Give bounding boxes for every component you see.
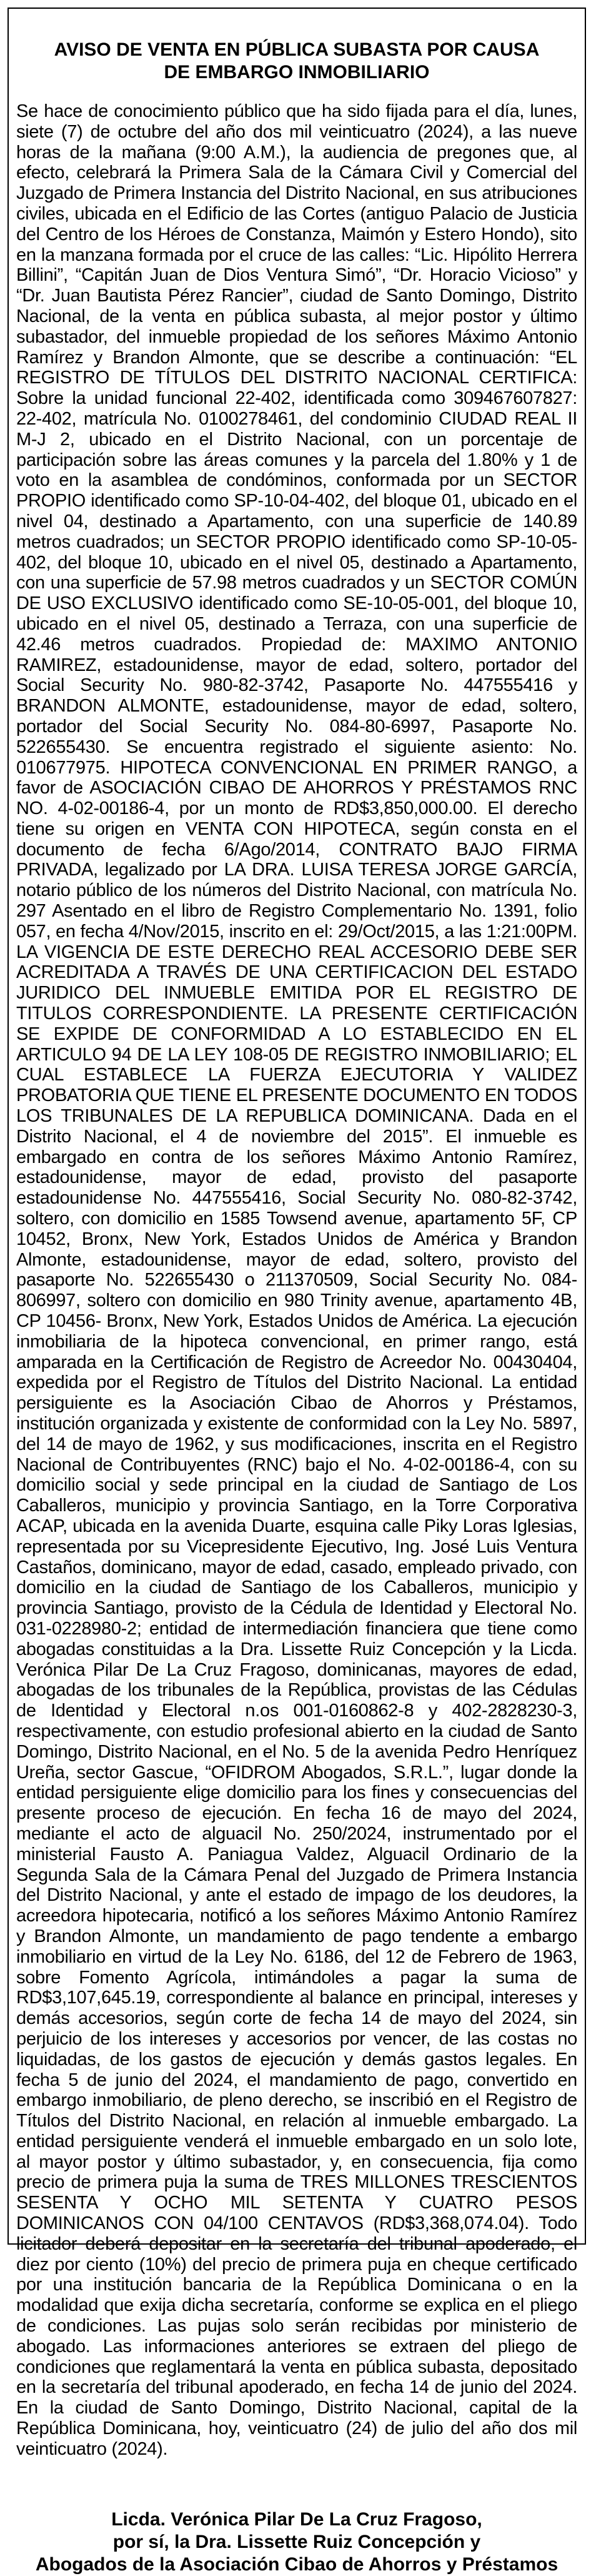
notice-body — [16, 101, 577, 2460]
notice-title-line-1: AVISO DE VENTA EN PÚBLICA SUBASTA POR CAUSA — [54, 39, 540, 60]
notice-title — [16, 39, 577, 84]
signature-line-2: por sí, la Dra. Lissette Ruiz Concepción y — [112, 2531, 481, 2552]
notice-title-line-2: DE EMBARGO INMOBILIARIO — [164, 62, 430, 83]
signature-line-3: Abogados de la Asociación Cibao de Ahorros y Préstamos — [35, 2553, 559, 2575]
notice-signature — [16, 2508, 577, 2576]
signature-line-1: Licda. Verónica Pilar De La Cruz Fragoso, — [111, 2508, 482, 2530]
notice-content — [16, 9, 577, 2576]
notice-body-paragraph: Se hace de conocimiento público que ha sido fijada para el día, lunes, siete (7) de octubre del año dos mil veinticuatro (2024), a las nueve horas de la mañana (9:00 A.M.), la audiencia de pregones que, al efecto, celebrará la Primera Sala de la Cámara Civil y Comercial del Juzgado de Primera Instancia del Distrito Nacional, en sus atribuciones civiles, ubicada en el Edificio de las Cortes (antiguo Palacio de Justicia del Centro de los Héroes de Constanza, Maimón y Estero Hondo), sito en la manzana formada por el cruce de las calles: “Lic. Hipólito Herrera Billini”, “Capitán Juan de Dios Ventura Simó”, “Dr. Horacio Vicioso” y “Dr. Juan Bautista Pérez Rancier”, ciudad de Santo Domingo, Distrito Nacional, de la venta en pública subasta, al mejor postor y último subastador, del inmueble propiedad de los señores Máximo Antonio Ramírez y Brandon Almonte, que se describe a continuación: “EL REGISTRO DE TÍTULOS DEL DISTRITO NACIONAL CERTIFICA: Sobre la unidad funcional 22-402, identificada como 309467607827: 22-402, matrícula No. 0100278461, del condominio CIUDAD REAL II M-J 2, ubicado en el Distrito Nacional, con un porcentaje de participación sobre las áreas comunes y la parcela del 1.80% y 1 de voto en la asamblea de condóminos, conformada por un SECTOR PROPIO identificado como SP-10-04-402, del bloque 01, ubicado en el nivel 04, destinado a Apartamento, con una superficie de 140.89 metros cuadrados; un SECTOR PROPIO identificado como SP-10-05-402, del bloque 10, ubicado en el nivel 05, destinado a Apartamento, con una superficie de 57.98 metros cuadrados y un SECTOR COMÚN DE USO EXCLUSIVO identificado como SE-10-05-001, del bloque 10, ubicado en el nivel 05, destinado a Terraza, con una superficie de 42.46 metros cuadrados. Propiedad de: MAXIMO ANTONIO RAMIREZ, estadounidense, mayor de edad, soltero, portador del Social Security No. 980-82-3742, Pasaporte No. 447555416 y BRANDON ALMONTE, estadounidense, mayor de edad, soltero, portador del Social Security No. 084-80-6997, Pasaporte No. 522655430. Se encuentra registrado el siguiente asiento: No. 010677975. HIPOTECA CONVENCIONAL EN PRIMER RANGO, a favor de ASOCIACIÓN CIBAO DE AHORROS Y PRÉSTAMOS RNC NO. 4-02-00186-4, por un monto de RD$3,850,000.00. El derecho tiene su origen en VENTA CON HIPOTECA, según consta en el documento de fecha 6/Ago/2014, CONTRATO BAJO FIRMA PRIVADA, legalizado por LA DRA. LUISA TERESA JORGE GARCÍA, notario público de los números del Distrito Nacional, con matrícula No. 297 Asentado en el libro de Registro Complementario No. 1391, folio 057, en fecha 4/Nov/2015, inscrito en el: 29/Oct/2015, a las 1:21:00PM. LA VIGENCIA DE ESTE DERECHO REAL ACCESORIO DEBE SER ACREDITADA A TRAVÉS DE UNA CERTIFICACION DEL ESTADO JURIDICO DEL INMUEBLE EMITIDA POR EL REGISTRO DE TITULOS CORRESPONDIENTE. LA PRESENTE CERTIFICACIÓN SE EXPIDE DE CONFORMIDAD A LO ESTABLECIDO EN EL ARTICULO 94 DE LA LEY 108-05 DE REGISTRO INMOBILIARIO; EL CUAL ESTABLECE LA FUERZA EJECUTORIA Y VALIDEZ PROBATORIA QUE TIENE EL PRESENTE DOCUMENTO EN TODOS LOS TRIBUNALES DE LA REPUBLICA DOMINICANA. Dada en el Distrito Nacional, el 4 de noviembre del 2015”. El inmueble es embargado en contra de los señores Máximo Antonio Ramírez, estadounidense, mayor de edad, provisto del pasaporte estadounidense No. 447555416, Social Security No. 080-82-3742, soltero, con domicilio en 1585 Towsend avenue, apartamento 5F, CP 10452, Bronx, New York, Estados Unidos de América y Brandon Almonte, estadounidense, mayor de edad, soltero, provisto del pasaporte No. 522655430 o 211370509, Social Security No. 084-806997, soltero con domicilio en 980 Trinity avenue, apartamento 4B, CP 10456- Bronx, New York, Estados Unidos de América. La ejecución inmobiliaria de la hipoteca convencional, en primer rango, está amparada en la Certificación de Registro de Acreedor No. 00430404, expedida por el Registro de Títulos del Distrito Nacional. La entidad persiguiente es la Asociación Cibao de Ahorros y Préstamos, institución organizada y existente de conformidad con la Ley No. 5897, del 14 de mayo de 1962, y sus modificaciones, inscrita en el Registro Nacional de Contribuyentes (RNC) bajo el No. 4-02-00186-4, con su domicilio social y sede principal en la ciudad de Santiago de Los Caballeros, municipio y provincia Santiago, en la Torre Corporativa ACAP, ubicada en la avenida Duarte, esquina calle Piky Loras Iglesias, representada por su Vicepresidente Ejecutivo, Ing. José Luis Ventura Castaños, dominicano, mayor de edad, casado, empleado privado, con domicilio en la ciudad de Santiago de los Caballeros, municipio y provincia Santiago, provisto de la Cédula de Identidad y Electoral No. 031-0228980-2; entidad de intermediación financiera que tiene como abogadas constituidas a la Dra. Lissette Ruiz Concepción y la Licda. Verónica Pilar De La Cruz Fragoso, dominicanas, mayores de edad, abogadas de los tribunales de la República, provistas de las Cédulas de Identidad y Electoral n.os 001-0160862-8 y 402-2828230-3, respectivamente, con estudio profesional abierto en la ciudad de Santo Domingo, Distrito Nacional, en el No. 5 de la avenida Pedro Henríquez Ureña, sector Gascue, “OFIDROM Abogados, S.R.L.”, lugar donde la entidad persiguiente elige domicilio para los fines y consecuencias del presente proceso de ejecución. En fecha 16 de mayo del 2024, mediante el acto de alguacil No. 250/2024, instrumentado por el ministerial Fausto A. Paniagua Valdez, Alguacil Ordinario de la Segunda Sala de la Cámara Penal del Juzgado de Primera Instancia del Distrito Nacional, y ante el estado de impago de los deudores, la acreedora hipotecaria, notificó a los señores Máximo Antonio Ramírez y Brandon Almonte, un mandamiento de pago tendente a embargo inmobiliario en virtud de la Ley No. 6186, del 12 de Febrero de 1963, sobre Fomento Agrícola, intimándoles a pagar la suma de RD$3,107,645.19, correspondiente al balance en principal, intereses y demás accesorios, según corte de fecha 14 de mayo del 2024, sin perjuicio de los intereses y accesorios por vencer, de las costas no liquidadas, de los gastos de ejecución y demás gastos legales. En fecha 5 de junio del 2024, el mandamiento de pago, convertido en embargo inmobiliario, de pleno derecho, se inscribió en el Registro de Títulos del Distrito Nacional, en relación al inmueble embargado. La entidad persiguiente venderá el inmueble embargado en un solo lote, al mayor postor y último subastador, y, en consecuencia, fija como precio de primera puja la suma de TRES MILLONES TRESCIENTOS SESENTA Y OCHO MIL SETENTA Y CUATRO PESOS DOMINICANOS CON 04/100 CENTAVOS (RD$3,368,074.04). Todo licitador deberá depositar en la secretaría del tribunal apoderado, el diez por ciento (10%) del precio de primera puja en cheque certificado por una institución bancaria de la República Dominicana o en la modalidad que exija dicha secretaría, conforme se explica en el pliego de condiciones. Las pujas solo serán recibidas por ministerio de abogado. Las informaciones anteriores se extraen del pliego de condiciones que reglamentará la venta en pública subasta, depositado en la secretaría del tribunal apoderado, en fecha 14 de junio del 2024. En la ciudad de Santo Domingo, Distrito Nacional, capital de la República Dominicana, hoy, veinticuatro (24) de julio del año dos mil veinticuatro (2024). — [16, 101, 577, 2459]
notice-frame — [7, 8, 586, 2575]
